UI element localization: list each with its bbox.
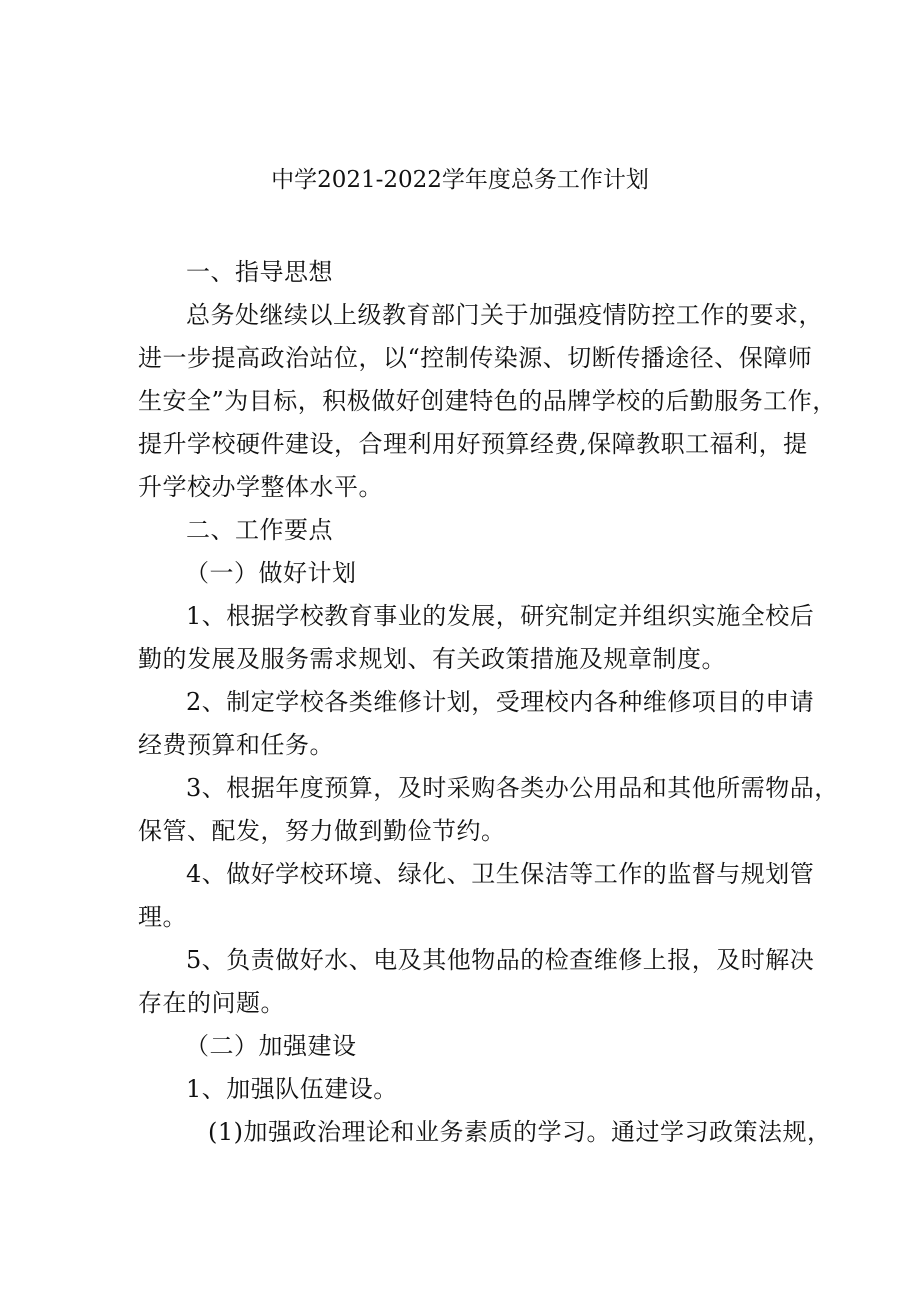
document-title: 中学2021-2022学年度总务工作计划 bbox=[271, 167, 649, 193]
paragraph-line: 总务处继续以上级教育部门关于加强疫情防控工作的要求， bbox=[186, 301, 823, 329]
list-item-line: 理。 bbox=[138, 903, 187, 931]
paragraph-line: 提升学校硬件建设，合理利用好预算经费,保障教职工福利，提 bbox=[138, 430, 808, 458]
paragraph-line: 升学校办学整体水平。 bbox=[138, 473, 383, 501]
list-item-line: 存在的问题。 bbox=[138, 989, 285, 1017]
list-item-line: 经费预算和任务。 bbox=[138, 731, 334, 759]
list-item-line: 2、制定学校各类维修计划，受理校内各种维修项目的申请 bbox=[186, 688, 815, 716]
section-heading-work-points: 二、工作要点 bbox=[186, 516, 333, 544]
list-item-line: 1、根据学校教育事业的发展，研究制定并组织实施全校后 bbox=[186, 602, 815, 630]
list-item-line: 勤的发展及服务需求规划、有关政策措施及规章制度。 bbox=[138, 645, 726, 673]
list-item-line: 保管、配发，努力做到勤俭节约。 bbox=[138, 817, 506, 845]
list-item-line: 4、做好学校环境、绿化、卫生保洁等工作的监督与规划管 bbox=[186, 860, 815, 888]
subsection-heading-strengthen-building: （二）加强建设 bbox=[185, 1032, 357, 1060]
subsection-heading-planning: （一）做好计划 bbox=[185, 559, 357, 587]
list-item-line: 3、根据年度预算，及时采购各类办公用品和其他所需物品， bbox=[186, 774, 839, 802]
list-item-line: (1)加强政治理论和业务素质的学习。通过学习政策法规， bbox=[208, 1118, 832, 1146]
list-item-line: 5、负责做好水、电及其他物品的检查维修上报，及时解决 bbox=[186, 946, 815, 974]
paragraph-line: 进一步提高政治站位，以“控制传染源、切断传播途径、保障师 bbox=[138, 344, 813, 372]
paragraph-line: 生安全”为目标，积极做好创建特色的品牌学校的后勤服务工作， bbox=[138, 387, 837, 415]
section-heading-guiding-thought: 一、指导思想 bbox=[186, 258, 333, 286]
list-item-line: 1、加强队伍建设。 bbox=[186, 1075, 398, 1103]
